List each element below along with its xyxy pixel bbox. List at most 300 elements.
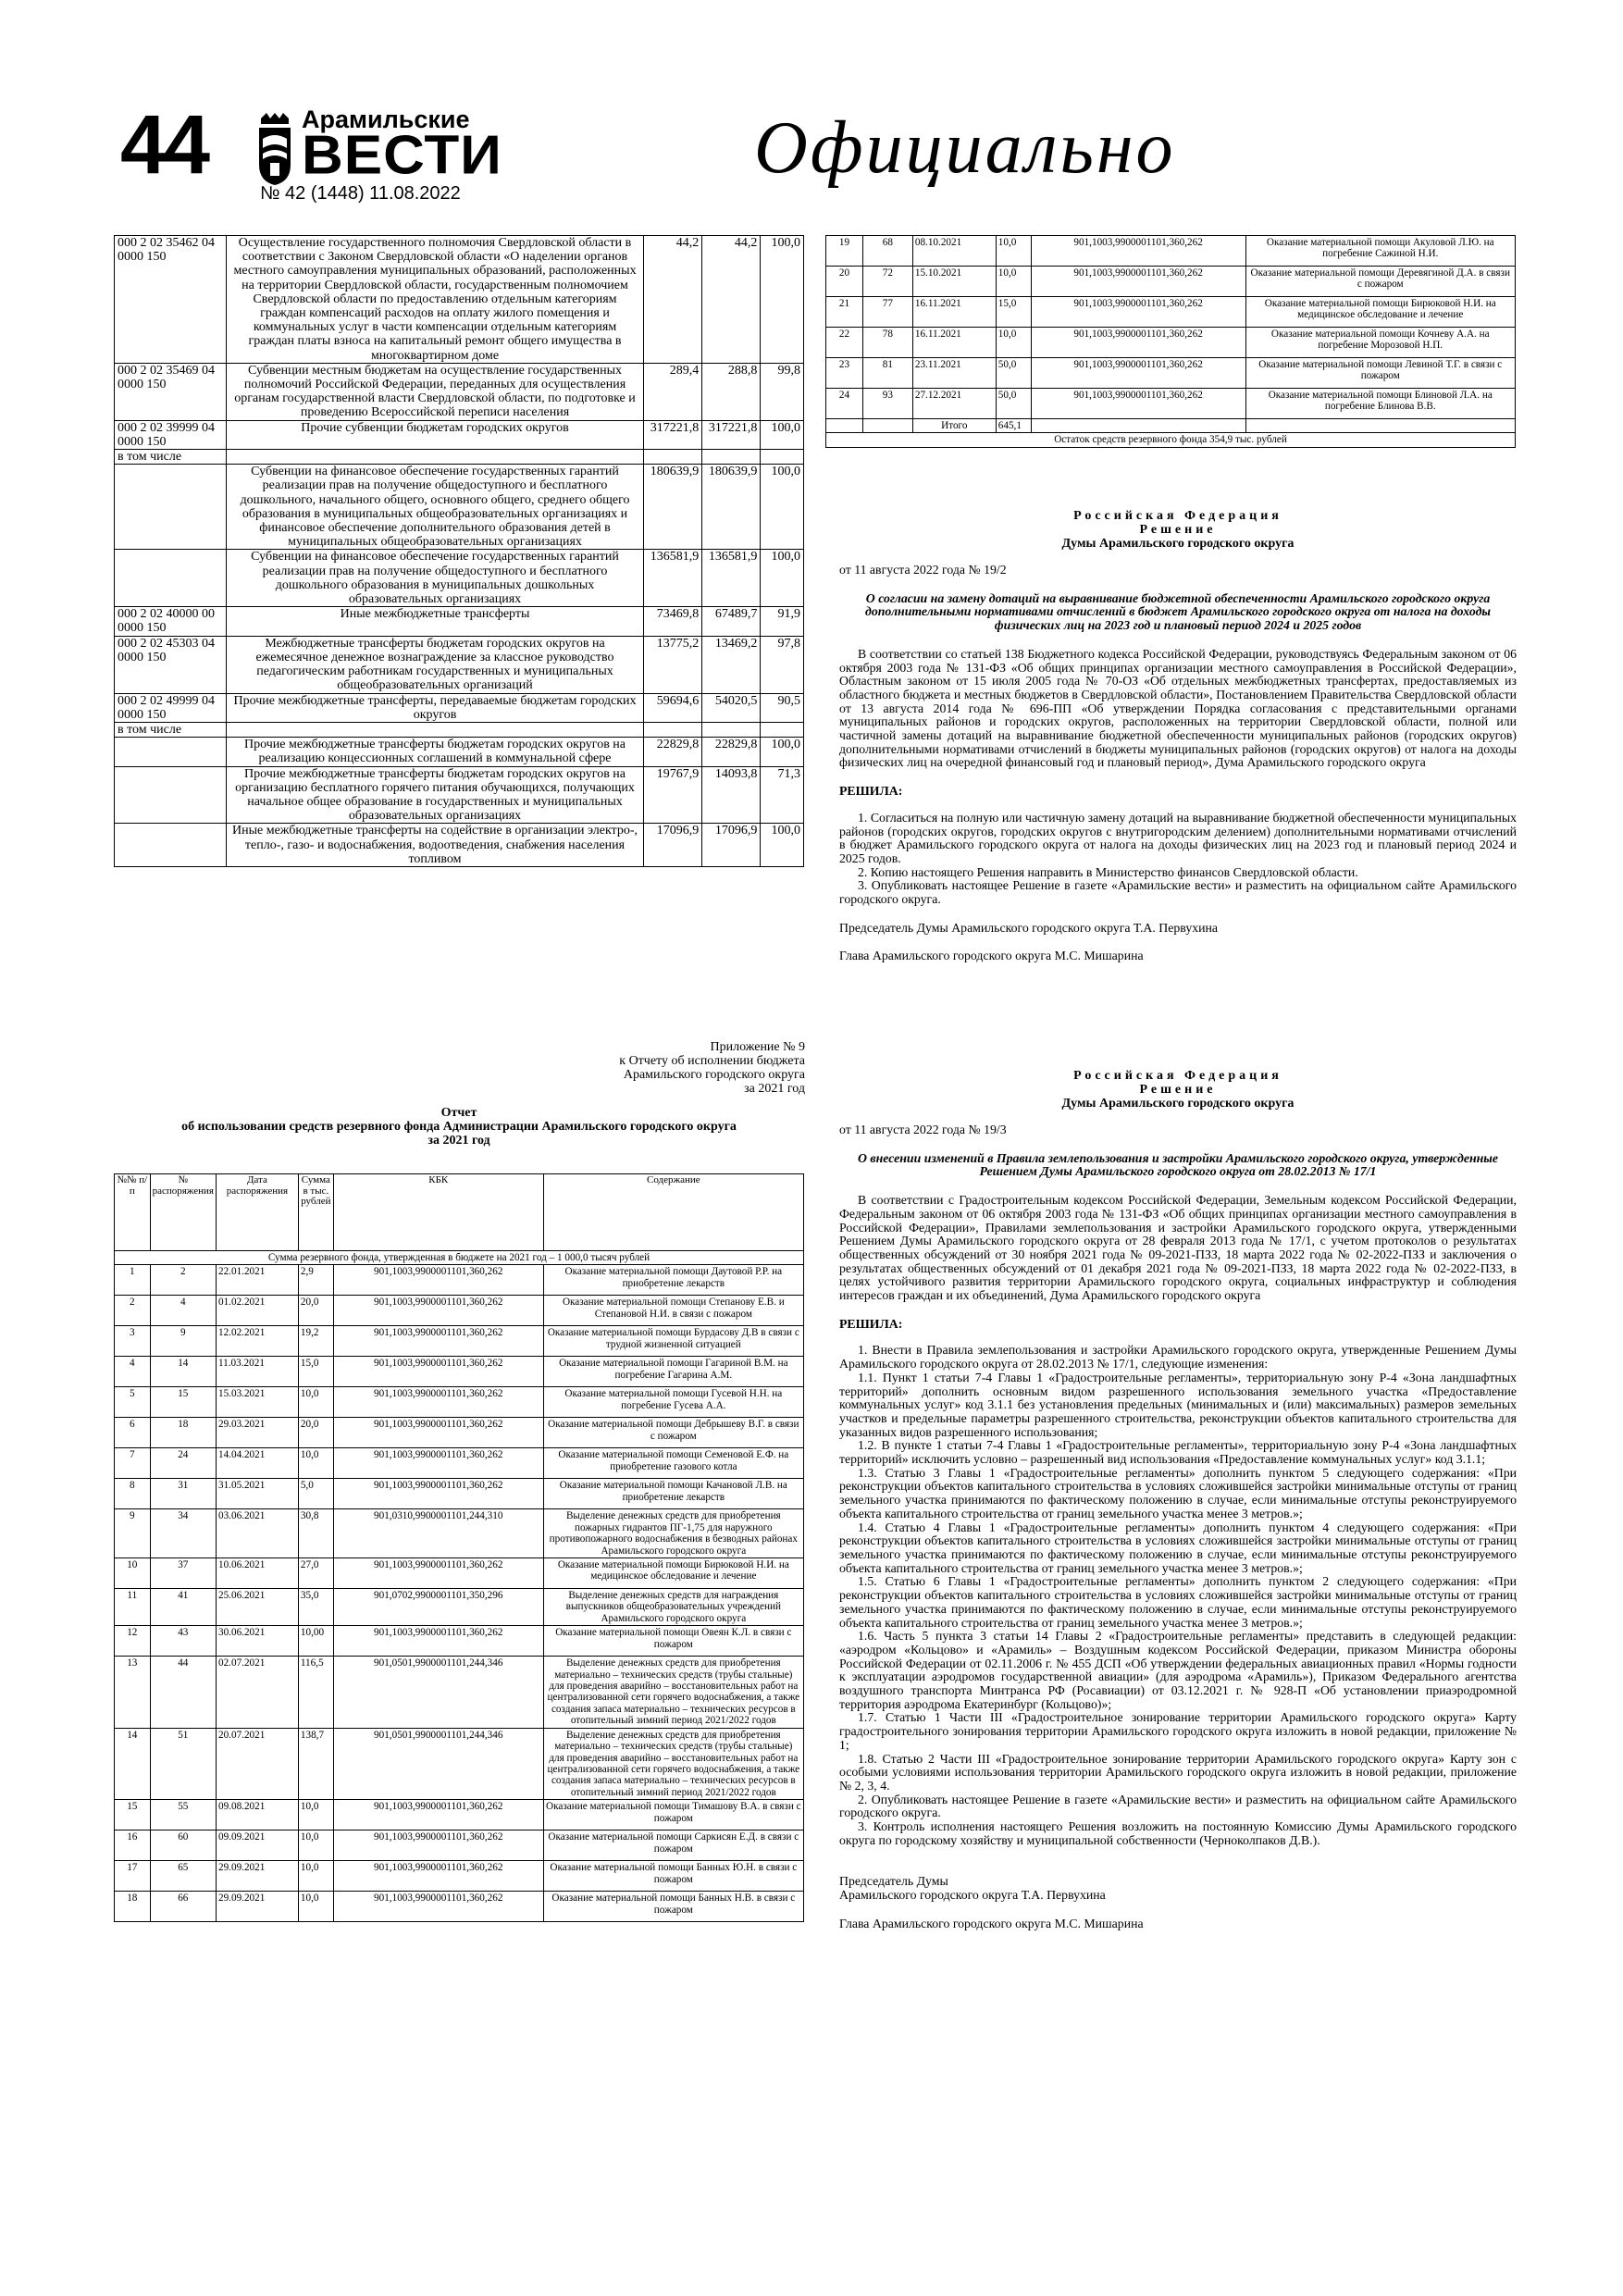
- table-cell: 72: [862, 267, 912, 297]
- table-cell: 901,0501,9900001101,244,346: [333, 1657, 543, 1728]
- header-cell: Сумма в тыс. рублей: [298, 1174, 333, 1251]
- table-row: [826, 297, 1516, 328]
- decision-title: О внесении изменений в Правила землепользования и застройки Арамильского городского округа, утвержденные Решением Думы Арамильского городского округа от 28.02.2013 № 17/1: [858, 1150, 1498, 1179]
- table-cell: 15.10.2021: [912, 267, 996, 297]
- table-cell: 6: [115, 1418, 151, 1448]
- table-cell: Оказание материальной помощи Бирюковой Н.И. на медицинское обследование и лечение: [1245, 297, 1516, 328]
- table-cell: [761, 722, 804, 737]
- table-cell: 100,0: [761, 824, 804, 867]
- masthead-town: Арамильские: [302, 105, 470, 133]
- table-row: [115, 1296, 804, 1326]
- table-row: [115, 607, 804, 636]
- appendix-line: Арамильского городского округа: [623, 1068, 805, 1082]
- remainder-row: [826, 433, 1516, 447]
- table-cell: 19,2: [298, 1326, 333, 1357]
- table-row: [826, 358, 1516, 389]
- table-row: [115, 636, 804, 693]
- table-cell: 20,0: [298, 1296, 333, 1326]
- table-row: [115, 1479, 804, 1509]
- budget-table: [114, 235, 804, 867]
- table-cell: Оказание материальной помощи Деревягиной Д.А. в связи с пожаром: [1245, 267, 1516, 297]
- signature: Председатель Думы: [839, 1874, 948, 1889]
- table-row: [115, 1558, 804, 1589]
- table-cell: 03.06.2021: [216, 1509, 298, 1558]
- table-row: [115, 1387, 804, 1418]
- table-cell: Прочие межбюджетные трансферты, передаваемые бюджетам городских округов: [226, 693, 643, 722]
- table-cell: 17096,9: [644, 824, 702, 867]
- table-cell: 16.11.2021: [912, 328, 996, 358]
- table-cell: 50,0: [996, 389, 1031, 419]
- table-cell: 000 2 02 39999 04 0000 150: [115, 420, 227, 449]
- signature: Арамильского городского округа Т.А. Первухина: [839, 1888, 1106, 1903]
- signature: Председатель Думы Арамильского городского округа Т.А. Первухина: [839, 920, 1219, 935]
- decision-point: 1.5. Статью 6 Главы 1 «Градостроительные регламенты» дополнить пунктом 2 следующего содержания: «При реконструкции объектов капитального строительства в условиях сложившейся застройки минимальные отступы от границ земельного участка принимаются по фактическому положению в случае, если минимальные отступы реконструируемого объекта капитального строительства от границ земельного участка менее 3 метров.»;: [839, 1574, 1517, 1630]
- table-cell: Оказание материальной помощи Семеновой Е.Ф. на приобретение газового котла: [543, 1448, 803, 1479]
- resolved-label: РЕШИЛА:: [839, 1316, 903, 1331]
- table-cell: 54020,5: [702, 693, 761, 722]
- header-line: Российская Федерация: [1073, 1069, 1282, 1083]
- masthead-title: ВЕСТИ: [302, 125, 502, 186]
- table-cell: 2: [150, 1265, 216, 1296]
- table-cell: 000 2 02 35469 04 0000 150: [115, 363, 227, 420]
- table-row: [826, 236, 1516, 267]
- table-cell: 288,8: [702, 363, 761, 420]
- table-cell: [115, 550, 227, 607]
- fund-summary: Сумма резервного фонда, утвержденная в бюджете на 2021 год – 1 000,0 тысяч рублей: [115, 1251, 804, 1265]
- table-cell: 25.06.2021: [216, 1589, 298, 1626]
- table-cell: 66: [150, 1892, 216, 1922]
- table-cell: 116,5: [298, 1657, 333, 1728]
- table-row: [115, 722, 804, 737]
- table-cell: 19: [826, 236, 863, 267]
- table-cell: 08.10.2021: [912, 236, 996, 267]
- table-cell: 11.03.2021: [216, 1357, 298, 1387]
- table-cell: 29.09.2021: [216, 1892, 298, 1922]
- table-row: [115, 420, 804, 449]
- table-cell: [115, 738, 227, 766]
- table-cell: 20: [826, 267, 863, 297]
- table-cell: Оказание материальной помощи Акуловой Л.Ю. на погребение Сажиной Н.И.: [1245, 236, 1516, 267]
- table-cell: 901,1003,9900001101,360,262: [333, 1418, 543, 1448]
- signature: Глава Арамильского городского округа М.С. Мишарина: [839, 1916, 1144, 1930]
- table-cell: 55: [150, 1800, 216, 1831]
- table-cell: 901,1003,9900001101,360,262: [1031, 389, 1245, 419]
- table-cell: 000 2 02 45303 04 0000 150: [115, 636, 227, 693]
- table-cell: 901,1003,9900001101,360,262: [333, 1558, 543, 1589]
- table-cell: 901,1003,9900001101,360,262: [333, 1326, 543, 1357]
- table-cell: Оказание материальной помощи Гагариной В.М. на погребение Гагарина А.М.: [543, 1357, 803, 1387]
- table-cell: 17096,9: [702, 824, 761, 867]
- table-cell: 43: [150, 1626, 216, 1657]
- table-cell: 15,0: [298, 1357, 333, 1387]
- table-cell: 14.04.2021: [216, 1448, 298, 1479]
- table-cell: 65: [150, 1861, 216, 1892]
- table-cell: [644, 450, 702, 465]
- table-cell: Выделение денежных средств для приобретения материально – технических средств (трубы стальные) для проведения аварийно – восстановительных работ на централизованной сети горячего водоснабжения, а также создания запаса материально – технических ресурсов в отопительный зимний период 2021/2022 годов: [543, 1728, 803, 1799]
- table-row: [115, 236, 804, 364]
- table-cell: 21: [826, 297, 863, 328]
- table-cell: 27.12.2021: [912, 389, 996, 419]
- table-row: [115, 550, 804, 607]
- table-cell: Оказание материальной помощи Гусевой Н.Н. на погребение Гусева А.А.: [543, 1387, 803, 1418]
- header-cell: Содержание: [543, 1174, 803, 1251]
- decision-point: 1.7. Статью 1 Части III «Градостроительное зонирование территории Арамильского городского округа» Карту градостроительного зонирования территории Арамильского городского округа изложить в новой редакции, приложение № 1;: [839, 1710, 1517, 1752]
- appendix-line: к Отчету об исполнении бюджета: [619, 1054, 805, 1068]
- decision-header: [839, 1069, 1517, 1111]
- table-cell: 000 2 02 49999 04 0000 150: [115, 693, 227, 722]
- table-cell: 44: [150, 1657, 216, 1728]
- table-cell: Оказание материальной помощи Качановой Л.В. на приобретение лекарств: [543, 1479, 803, 1509]
- table-cell: 10,0: [996, 328, 1031, 358]
- table-cell: Осуществление государственного полномочия Свердловской области в соответствии с Законом Свердловской области «О наделении органов местного самоуправления муниципальных образований, расположенных на территории Свердловской области, государственным полномочием Свердловской области по предоставлению отдельным категориям граждан компенсаций расходов на оплату жилого помещения и коммунальных услуг в части компенсации отдельным категориям граждан платы взноса на капитальный ремонт общего имущества в многоквартирном доме: [226, 236, 643, 364]
- appendix-line: Приложение № 9: [710, 1040, 805, 1054]
- table-cell: в том числе: [115, 450, 227, 465]
- decision-title: О согласии на замену дотаций на выравнивание бюджетной обеспеченности Арамильского городского округа дополнительными нормативами отчислений в бюджет Арамильского городского округа от налога на доходы физических лиц на 2023 год и плановый период 2024 и 2025 годов: [864, 590, 1491, 633]
- table-row: [115, 1418, 804, 1448]
- table-cell: Оказание материальной помощи Левиной Т.Г. в связи с пожаром: [1245, 358, 1516, 389]
- table-cell: 12: [115, 1626, 151, 1657]
- signature: Глава Арамильского городского округа М.С. Мишарина: [839, 949, 1144, 963]
- table-cell: [115, 766, 227, 824]
- table-cell: 23.11.2021: [912, 358, 996, 389]
- table-cell: [226, 450, 643, 465]
- table-cell: 02.07.2021: [216, 1657, 298, 1728]
- table-cell: 22829,8: [702, 738, 761, 766]
- table-row: [115, 363, 804, 420]
- decision-19-2: [839, 509, 1517, 963]
- table-cell: Оказание материальной помощи Овеян К.Л. в связи с пожаром: [543, 1626, 803, 1657]
- table-cell: 7: [115, 1448, 151, 1479]
- reserve-fund-table-continued: [825, 235, 1516, 448]
- table-cell: 10,0: [298, 1448, 333, 1479]
- table-cell: 317221,8: [702, 420, 761, 449]
- decision-date: от 11 августа 2022 года № 19/2: [839, 563, 1007, 577]
- table-cell: 24: [826, 389, 863, 419]
- table-row: [115, 738, 804, 766]
- table-cell: 51: [150, 1728, 216, 1799]
- section-title: Официально: [754, 107, 1176, 189]
- table-cell: 901,1003,9900001101,360,262: [333, 1892, 543, 1922]
- table-cell: [226, 722, 643, 737]
- table-cell: 44,2: [702, 236, 761, 364]
- table-cell: 31.05.2021: [216, 1479, 298, 1509]
- table-cell: 901,1003,9900001101,360,262: [333, 1861, 543, 1892]
- table-cell: 289,4: [644, 363, 702, 420]
- table-cell: Иные межбюджетные трансферты: [226, 607, 643, 636]
- table-cell: 901,1003,9900001101,360,262: [333, 1831, 543, 1861]
- table-cell: 317221,8: [644, 420, 702, 449]
- table-cell: 30.06.2021: [216, 1626, 298, 1657]
- table-summary-row: [115, 1251, 804, 1265]
- table-cell: 16: [115, 1831, 151, 1861]
- issue-number: № 42 (1448) 11.08.2022: [260, 183, 461, 204]
- table-cell: 901,1003,9900001101,360,262: [333, 1357, 543, 1387]
- appendix-note: [518, 1040, 805, 1096]
- table-cell: 2,9: [298, 1265, 333, 1296]
- table-cell: [826, 419, 863, 433]
- table-row: [115, 1892, 804, 1922]
- table-cell: Оказание материальной помощи Даутовой Р.Р. на приобретение лекарств: [543, 1265, 803, 1296]
- table-cell: Оказание материальной помощи Бирюковой Н.И. на медицинское обследование и лечение: [543, 1558, 803, 1589]
- coat-of-arms-icon: [257, 111, 292, 187]
- table-cell: Оказание материальной помощи Дебрышеву В.Г. в связи с пожаром: [543, 1418, 803, 1448]
- table-cell: 901,1003,9900001101,360,262: [333, 1448, 543, 1479]
- table-cell: 71,3: [761, 766, 804, 824]
- table-cell: 10,0: [298, 1892, 333, 1922]
- table-row: [115, 824, 804, 867]
- table-cell: 4: [115, 1357, 151, 1387]
- total-row: [826, 419, 1516, 433]
- table-row: [115, 1861, 804, 1892]
- table-cell: [862, 419, 912, 433]
- table-cell: 901,1003,9900001101,360,262: [333, 1265, 543, 1296]
- table-cell: 99,8: [761, 363, 804, 420]
- table-cell: 09.08.2021: [216, 1800, 298, 1831]
- header-line: Думы Арамильского городского округа: [1061, 537, 1295, 551]
- decision-point: 1. Внести в Правила землепользования и застройки Арамильского городского округа, утвержденные Решением Думы Арамильского городского округа от 28.02.2013 № 17/1, следующие изменения:: [839, 1343, 1517, 1371]
- table-cell: Выделение денежных средств для приобретения пожарных гидрантов ПГ-1,75 для наружного противопожарного водоснабжения в безводных районах Арамильского городского округа: [543, 1509, 803, 1558]
- table-cell: 2: [115, 1296, 151, 1326]
- decision-point: 2. Копию настоящего Решения направить в Министерство финансов Свердловской области.: [858, 864, 1358, 879]
- table-row: [115, 1831, 804, 1861]
- table-cell: 901,1003,9900001101,360,262: [1031, 328, 1245, 358]
- table-cell: 50,0: [996, 358, 1031, 389]
- table-cell: 77: [862, 297, 912, 328]
- table-cell: 180639,9: [644, 465, 702, 550]
- table-cell: 901,0310,9900001101,244,310: [333, 1509, 543, 1558]
- table-cell: 13775,2: [644, 636, 702, 693]
- report-title-line: за 2021 год: [427, 1134, 490, 1148]
- table-cell: 18: [150, 1418, 216, 1448]
- table-cell: 15: [115, 1800, 151, 1831]
- table-cell: Оказание материальной помощи Блиновой Л.А. на погребение Блинова В.В.: [1245, 389, 1516, 419]
- table-cell: 5,0: [298, 1479, 333, 1509]
- table-cell: 67489,7: [702, 607, 761, 636]
- decision-point: 3. Опубликовать настоящее Решение в газете «Арамильские вести» и разместить на официальном сайте Арамильского городского округа.: [839, 878, 1517, 907]
- table-row: [826, 267, 1516, 297]
- table-cell: Иные межбюджетные трансферты на содействие в организации электро-, тепло-, газо- и водоснабжения, водоотведения, снабжения населения топливом: [226, 824, 643, 867]
- table-cell: 901,1003,9900001101,360,262: [1031, 297, 1245, 328]
- table-cell: 27,0: [298, 1558, 333, 1589]
- table-cell: 180639,9: [702, 465, 761, 550]
- table-cell: Оказание материальной помощи Степанову Е.В. и Степановой Н.И. в связи с пожаром: [543, 1296, 803, 1326]
- table-cell: Прочие субвенции бюджетам городских округов: [226, 420, 643, 449]
- table-cell: 20.07.2021: [216, 1728, 298, 1799]
- decision-point: 1.2. В пункте 1 статьи 7-4 Главы 1 «Градостроительные регламенты», территориальную зону Р-4 «Зона ландшафтных территорий» исключить условно – разрешенный вид использования «Предоставление коммунальных услуг» код 3.1.1;: [839, 1438, 1517, 1467]
- table-row: [115, 1728, 804, 1799]
- table-cell: 16.11.2021: [912, 297, 996, 328]
- table-cell: 29.09.2021: [216, 1861, 298, 1892]
- table-row: [115, 1626, 804, 1657]
- decision-point: 1. Согласиться на полную или частичную замену дотаций на выравнивание бюджетной обеспеченности муниципальных районов (городских округов, городских округов с внутригородским делением) дополнительными нормативами отчислений в бюджет Арамильского городского округа от налога на доходы физических лиц на 2023 год и плановый период 2024 и 2025 годов.: [839, 810, 1517, 865]
- table-cell: Оказание материальной помощи Банных Ю.Н. в связи с пожаром: [543, 1861, 803, 1892]
- table-cell: 37: [150, 1558, 216, 1589]
- table-cell: в том числе: [115, 722, 227, 737]
- table-cell: 35,0: [298, 1589, 333, 1626]
- table-cell: 901,1003,9900001101,360,262: [333, 1296, 543, 1326]
- table-cell: 60: [150, 1831, 216, 1861]
- decision-point: 1.3. Статью 3 Главы 1 «Градостроительные регламенты» дополнить пунктом 5 следующего содержания: «При реконструкции объектов капитального строительства в условиях сложившейся застройки минимальные отступы от границ земельного участка принимаются по фактическому положению в случае, если минимальные отступы реконструируемого объекта капитального строительства от границ земельного участка менее 3 метров.»;: [839, 1465, 1517, 1520]
- header-cell: КБК: [333, 1174, 543, 1251]
- table-cell: 22: [826, 328, 863, 358]
- table-cell: 100,0: [761, 420, 804, 449]
- table-cell: 901,1003,9900001101,360,262: [1031, 358, 1245, 389]
- decision-preamble: В соответствии с Градостроительным кодексом Российской Федерации, Земельным кодексом Российской Федерации, Федеральным законом от 06 октября 2003 года № 131-ФЗ «Об общих принципах организации местного самоуправления в Российской Федерации», Правилами землепользования и застройки Арамильского городского округа, утвержденными Решением Думы Арамильского городского округа от 28 февраля 2013 года № 17/1, с учетом протоколов о результатах общественных обсуждений от 30 ноября 2021 года № 09-2021-ПЗЗ, 18 марта 2022 года № 02-2022-ПЗЗ и заключения о результатах общественных обсуждений от 01 декабря 2021 года № 09-2021-ПЗЗ, 18 марта 2022 года № 02-2022-ПЗЗ, в целях устойчивого развития территории Арамильского городского округа, социальных инфраструктур и соблюдения интересов граждан и их объединений, Дума Арамильского городского округа: [839, 1193, 1517, 1303]
- table-cell: 13469,2: [702, 636, 761, 693]
- table-cell: Оказание материальной помощи Кочневу А.А. на погребение Морозовой Н.П.: [1245, 328, 1516, 358]
- table-cell: 18: [115, 1892, 151, 1922]
- table-cell: 901,1003,9900001101,360,262: [1031, 267, 1245, 297]
- table-row: [115, 1589, 804, 1626]
- table-cell: 14093,8: [702, 766, 761, 824]
- table-cell: 100,0: [761, 465, 804, 550]
- table-cell: 000 2 02 40000 00 0000 150: [115, 607, 227, 636]
- table-cell: Субвенции местным бюджетам на осуществление государственных полномочий Российской Федерации, переданных для осуществления органам государственной власти Свердловской области, по подготовке и проведению Всероссийской переписи населения: [226, 363, 643, 420]
- table-cell: 136581,9: [702, 550, 761, 607]
- table-cell: 11: [115, 1589, 151, 1626]
- header-cell: №№ п/п: [115, 1174, 151, 1251]
- report-title-line: об использовании средств резервного фонда Администрации Арамильского городского округа: [181, 1120, 737, 1134]
- table-cell: 44,2: [644, 236, 702, 364]
- table-cell: 41: [150, 1589, 216, 1626]
- table-cell: 901,0501,9900001101,244,346: [333, 1728, 543, 1799]
- table-cell: [1031, 419, 1245, 433]
- table-cell: Выделение денежных средств для приобретения материально – технических средств (трубы стальные) для проведения аварийно – восстановительных работ на централизованной сети горячего водоснабжения, а также создания запаса материально – технических ресурсов в отопительный зимний период 2021/2022 годов: [543, 1657, 803, 1728]
- table-cell: 901,1003,9900001101,360,262: [333, 1800, 543, 1831]
- table-cell: 1: [115, 1265, 151, 1296]
- decision-preamble: В соответствии со статьей 138 Бюджетного кодекса Российской Федерации, руководствуясь Федеральным законом от 06 октября 2003 года № 131-ФЗ «Об общих принципах организации местного самоуправления в Российской Федерации», Областным законом от 15 июля 2005 года № 70-ОЗ «Об отдельных межбюджетных трансфертах, предоставляемых из областного бюджета и местных бюджетов в Свердловской области», Постановлением Правительства Свердловской области от 13 августа 2014 года № 696-ПП «Об утверждении Порядка согласования с представительными органами муниципальных районов и городских округов, расположенных на территории Свердловской области, полной или частичной замены дотаций на выравнивание бюджетной обеспеченности муниципальных районов (городских округов) дополнительными нормативами отчислений в бюджеты муниципальных районов (городских округов) от налога на доходы физических лиц на очередной финансовый год и плановый период», Дума Арамильского городского округа: [839, 646, 1517, 770]
- table-cell: 01.02.2021: [216, 1296, 298, 1326]
- table-cell: 81: [862, 358, 912, 389]
- table-cell: 10,0: [298, 1387, 333, 1418]
- header-line: Решение: [1139, 1083, 1217, 1097]
- table-cell: 901,0702,9900001101,350,296: [333, 1589, 543, 1626]
- table-cell: 136581,9: [644, 550, 702, 607]
- table-cell: [761, 450, 804, 465]
- table-cell: [702, 722, 761, 737]
- table-cell: 100,0: [761, 236, 804, 364]
- table-cell: 97,8: [761, 636, 804, 693]
- table-cell: 24: [150, 1448, 216, 1479]
- table-cell: 10,0: [996, 236, 1031, 267]
- table-cell: 93: [862, 389, 912, 419]
- table-cell: 15,0: [996, 297, 1031, 328]
- table-row: [115, 465, 804, 550]
- report-title-line: Отчет: [440, 1106, 477, 1120]
- table-cell: 645,1: [996, 419, 1031, 433]
- report-title: [114, 1106, 804, 1148]
- table-cell: 901,1003,9900001101,360,262: [333, 1626, 543, 1657]
- table-cell: 78: [862, 328, 912, 358]
- table-cell: 34: [150, 1509, 216, 1558]
- table-cell: Субвенции на финансовое обеспечение государственных гарантий реализации прав на получение общедоступного и бесплатного дошкольного образования в муниципальных дошкольных образовательных организациях: [226, 550, 643, 607]
- table-cell: 90,5: [761, 693, 804, 722]
- table-cell: Оказание материальной помощи Саркисян Е.Д. в связи с пожаром: [543, 1831, 803, 1861]
- table-cell: 19767,9: [644, 766, 702, 824]
- resolved-label: РЕШИЛА:: [839, 784, 903, 799]
- table-cell: 68: [862, 236, 912, 267]
- table-cell: [115, 824, 227, 867]
- table-row: [115, 450, 804, 465]
- reserve-fund-table: [114, 1173, 804, 1922]
- decision-date: от 11 августа 2022 года № 19/3: [839, 1123, 1007, 1136]
- table-cell: Оказание материальной помощи Банных Н.В. в связи с пожаром: [543, 1892, 803, 1922]
- table-cell: 100,0: [761, 550, 804, 607]
- table-cell: 901,1003,9900001101,360,262: [333, 1479, 543, 1509]
- table-cell: 10,0: [298, 1831, 333, 1861]
- table-cell: 10,00: [298, 1626, 333, 1657]
- table-row: [115, 693, 804, 722]
- table-cell: Прочие межбюджетные трансферты бюджетам городских округов на реализацию концессионных соглашений в коммунальной сфере: [226, 738, 643, 766]
- table-cell: 8: [115, 1479, 151, 1509]
- table-cell: 17: [115, 1861, 151, 1892]
- table-cell: 09.09.2021: [216, 1831, 298, 1861]
- table-cell: 15: [150, 1387, 216, 1418]
- table-cell: Оказание материальной помощи Бурдасову Д.В в связи с трудной жизненной ситуацией: [543, 1326, 803, 1357]
- table-cell: [115, 465, 227, 550]
- table-cell: 23: [826, 358, 863, 389]
- table-row: [115, 1326, 804, 1357]
- table-cell: 14: [115, 1728, 151, 1799]
- header-line: Российская Федерация: [1073, 509, 1282, 523]
- table-row: [115, 766, 804, 824]
- header-line: Думы Арамильского городского округа: [1061, 1097, 1295, 1111]
- table-cell: 10,0: [996, 267, 1031, 297]
- table-cell: Остаток средств резервного фонда 354,9 тыс. рублей: [826, 433, 1516, 447]
- decision-header: [839, 509, 1517, 551]
- decision-point: 1.6. Часть 5 пункта 3 статьи 14 Главы 2 «Градостроительные регламенты» представить в следующей редакции: «аэродром «Кольцово» и «Арамиль» – Воздушным кодексом Российской Федерации, приказом Министра обороны Российской Федерации от 02.11.2006 г. № 455 ДСП «Об утверждении федеральных авиационных правил «Нормы годности к эксплуатации аэродромов государственной авиации» (для аэродрома «Арамиль»), Приказом Федерального агентства воздушного транспорта Минтранса РФ (Росавиации) от 03.12.2021 г. № 928-П «Об установлении приаэродромной территория аэродрома Екатеринбург (Кольцово)»;: [839, 1629, 1517, 1711]
- table-cell: 13: [115, 1657, 151, 1728]
- table-cell: 29.03.2021: [216, 1418, 298, 1448]
- table-row: [115, 1357, 804, 1387]
- table-cell: Прочие межбюджетные трансферты бюджетам городских округов на организацию бесплатного горячего питания обучающихся, получающих начальное общее образование в государственных и муниципальных образовательных организациях: [226, 766, 643, 824]
- decision-point: 1.4. Статью 4 Главы 1 «Градостроительные регламенты» дополнить пунктом 4 следующего содержания: «При реконструкции объектов капитального строительства в условиях сложившейся застройки минимальные отступы от границ земельного участка принимаются по фактическому положению в случае, если минимальные отступы реконструируемого объекта капитального строительства от границ земельного участка менее 3 метров.»;: [839, 1520, 1517, 1575]
- decision-point: 1.8. Статью 2 Части III «Градостроительное зонирование территории Арамильского городского округа» Карту зон с особыми условиями использования территории Арамильского городского округа изложить в новой редакции, приложение № 2, 3, 4.: [839, 1751, 1517, 1793]
- table-cell: 10,0: [298, 1861, 333, 1892]
- header-cell: № распоряжения: [150, 1174, 216, 1251]
- table-cell: [702, 450, 761, 465]
- table-row: [115, 1657, 804, 1728]
- table-row: [826, 328, 1516, 358]
- table-header-row: [115, 1174, 804, 1251]
- table-cell: 30,8: [298, 1509, 333, 1558]
- table-cell: 100,0: [761, 738, 804, 766]
- decision-point: 2. Опубликовать настоящее Решение в газете «Арамильские вести» и разместить на официальном сайте Арамильского городского округа.: [839, 1792, 1517, 1820]
- table-cell: Итого: [912, 419, 996, 433]
- table-cell: 15.03.2021: [216, 1387, 298, 1418]
- table-cell: 14: [150, 1357, 216, 1387]
- decision-point: 1.1. Пункт 1 статьи 7-4 Главы 1 «Градостроительные регламенты», территориальную зону Р-4 «Зона ландшафтных территорий» дополнить основным видом разрешенного использования земельного участка «Предоставление коммунальных услуг» код 3.1.1 без установления предельных (минимальных и (или) максимальных) размеров земельных участков и предельные параметры разрешенного строительства, реконструкции объектов капитального строительства для указанных видов разрешенного использования;: [839, 1370, 1517, 1439]
- table-cell: 10,0: [298, 1800, 333, 1831]
- table-cell: Межбюджетные трансферты бюджетам городских округов на ежемесячное денежное вознаграждение за классное руководство педагогическим работникам государственных и муниципальных общеобразовательных организаций: [226, 636, 643, 693]
- table-cell: 91,9: [761, 607, 804, 636]
- table-cell: Субвенции на финансовое обеспечение государственных гарантий реализации прав на получение общедоступного и бесплатного дошкольного, начального общего, основного общего, среднего общего образования в муниципальных общеобразовательных организациях и финансовое обеспечение дополнительного образования детей в муниципальных общеобразовательных организациях: [226, 465, 643, 550]
- table-cell: [644, 722, 702, 737]
- page-number: 44: [120, 99, 208, 192]
- table-cell: 22829,8: [644, 738, 702, 766]
- table-row: [115, 1509, 804, 1558]
- decision-19-3: [839, 1069, 1517, 1931]
- table-cell: 5: [115, 1387, 151, 1418]
- table-cell: 9: [115, 1509, 151, 1558]
- table-cell: 3: [115, 1326, 151, 1357]
- table-row: [826, 389, 1516, 419]
- table-cell: 901,1003,9900001101,360,262: [1031, 236, 1245, 267]
- table-cell: 12.02.2021: [216, 1326, 298, 1357]
- table-cell: 31: [150, 1479, 216, 1509]
- header-cell: Дата распоряжения: [216, 1174, 298, 1251]
- table-cell: 000 2 02 35462 04 0000 150: [115, 236, 227, 364]
